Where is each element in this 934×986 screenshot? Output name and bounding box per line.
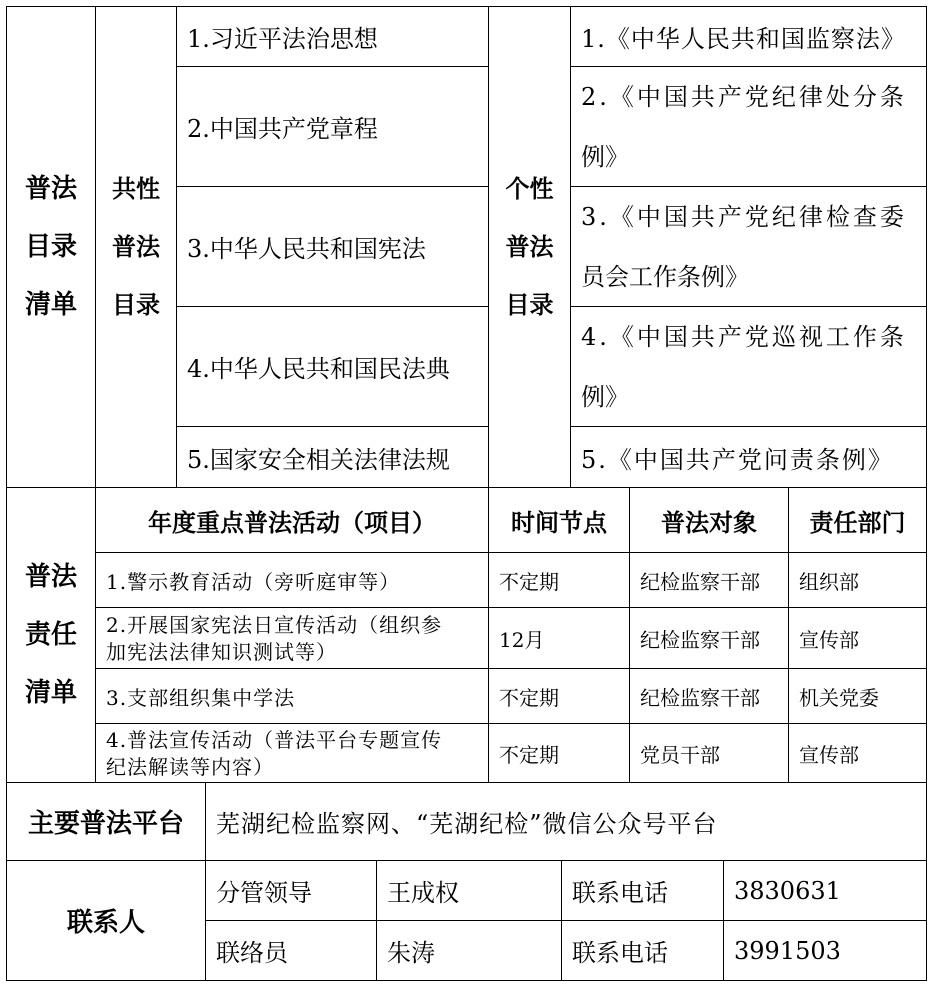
table-row-dept	[788, 552, 927, 608]
contact-phone-cell	[723, 860, 927, 921]
time-text: 12月	[499, 627, 545, 652]
common-label-cell	[95, 6, 177, 488]
common-item-cell	[176, 306, 489, 427]
table-row-time	[488, 552, 630, 608]
header-target-text: 普法对象	[661, 507, 757, 537]
individual-item-text: 4.《中国共产党巡视工作条	[581, 323, 907, 351]
activity-text: 3.支部组织集中学法	[106, 685, 296, 710]
platform-label: 主要普法平台	[27, 809, 184, 839]
contact-name: 王成权	[387, 879, 459, 907]
table-row-target	[629, 552, 789, 608]
table-row-dept	[788, 723, 927, 783]
dept-text: 组织部	[799, 569, 859, 594]
table-row-time	[488, 607, 630, 669]
activity-text: 4.普法宣传活动（普法平台专题宣传	[106, 728, 443, 752]
contact-name-cell	[376, 860, 562, 921]
common-item-text: 4.中华人民共和国民法典	[187, 355, 450, 383]
contact-phone-cell	[723, 920, 927, 981]
individual-label-line: 普法	[505, 232, 554, 261]
section2-label-line: 责任	[24, 620, 77, 650]
section1-label-line: 目录	[24, 232, 77, 262]
target-text: 纪检监察干部	[640, 569, 760, 594]
table-row-dept	[788, 607, 927, 669]
individual-item-cell	[570, 66, 927, 187]
individual-item-cell	[570, 306, 927, 427]
dept-text: 宣传部	[799, 627, 859, 652]
activity-text: 加宪法法律知识测试等）	[106, 640, 337, 664]
table-row-target	[629, 607, 789, 669]
target-text: 党员干部	[640, 742, 720, 767]
common-item-text: 5.国家安全相关法律法规	[187, 445, 450, 474]
contact-label: 联系人	[66, 908, 145, 938]
dept-text: 机关党委	[799, 685, 879, 710]
common-item-cell	[176, 426, 489, 488]
individual-item-cell	[570, 6, 927, 67]
header-target	[629, 487, 789, 553]
contact-role-cell	[205, 920, 377, 981]
table-row-activity	[95, 668, 489, 724]
contact-phone-label: 联系电话	[572, 939, 668, 967]
common-item-text: 2.中国共产党章程	[187, 115, 378, 143]
section2-label-cell	[6, 487, 96, 783]
individual-item-text: 5.《中国共产党问责条例》	[581, 445, 894, 474]
time-text: 不定期	[499, 742, 559, 767]
common-item-cell	[176, 186, 489, 307]
table-row-activity	[95, 607, 489, 669]
common-item-text: 1.习近平法治思想	[187, 25, 378, 53]
contact-label-cell	[6, 860, 206, 981]
contact-phone: 3830631	[734, 876, 841, 905]
contact-phone: 3991503	[734, 936, 841, 965]
table-row-dept	[788, 668, 927, 724]
contact-phone-label: 联系电话	[572, 879, 668, 907]
target-text: 纪检监察干部	[640, 627, 760, 652]
header-time-text: 时间节点	[511, 507, 607, 537]
table-row-target	[629, 668, 789, 724]
individual-item-text: 例》	[581, 383, 629, 411]
platform-value-cell	[205, 782, 927, 861]
activity-text: 2.开展国家宪法日宣传活动（组织参	[106, 613, 443, 637]
table-row-time	[488, 723, 630, 783]
contact-phone-label-cell	[561, 920, 724, 981]
header-time	[488, 487, 630, 553]
header-dept-text: 责任部门	[809, 507, 906, 537]
header-activity	[95, 487, 489, 553]
common-item-cell	[176, 66, 489, 187]
table-row-activity	[95, 552, 489, 608]
table-row-target	[629, 723, 789, 783]
individual-item-text: 1.《中华人民共和国监察法》	[581, 25, 906, 53]
individual-item-text: 3.《中国共产党纪律检查委	[581, 203, 907, 231]
dept-text: 宣传部	[799, 742, 859, 767]
time-text: 不定期	[499, 569, 559, 594]
common-label-line: 目录	[112, 290, 160, 319]
section1-label-line: 清单	[24, 290, 77, 320]
target-text: 纪检监察干部	[640, 685, 760, 710]
individual-item-cell	[570, 186, 927, 307]
individual-item-text: 例》	[581, 143, 629, 171]
contact-name-cell	[376, 920, 562, 981]
common-item-cell	[176, 6, 489, 67]
individual-item-text: 员会工作条例》	[581, 263, 749, 291]
common-label-line: 共性	[112, 174, 160, 203]
contact-phone-label-cell	[561, 860, 724, 921]
common-label-line: 普法	[112, 232, 160, 261]
individual-label-line: 个性	[505, 174, 554, 203]
common-item-text: 3.中华人民共和国宪法	[187, 235, 426, 263]
contact-role: 分管领导	[216, 879, 312, 907]
individual-item-cell	[570, 426, 927, 488]
individual-label-cell	[488, 6, 571, 488]
activity-text: 1.警示教育活动（旁听庭审等）	[106, 569, 401, 594]
header-dept	[788, 487, 927, 553]
table-row-activity	[95, 723, 489, 783]
section2-label-line: 普法	[24, 562, 77, 592]
table-row-time	[488, 668, 630, 724]
time-text: 不定期	[499, 685, 559, 710]
section1-label-line: 普法	[24, 174, 77, 204]
activity-text: 纪法解读等内容）	[106, 755, 274, 779]
platform-label-cell	[6, 782, 206, 861]
section2-label-line: 清单	[24, 678, 77, 708]
individual-label-line: 目录	[505, 290, 554, 319]
contact-role-cell	[205, 860, 377, 921]
platform-value: 芜湖纪检监察网、“芜湖纪检”微信公众号平台	[216, 810, 718, 838]
contact-name: 朱涛	[387, 939, 435, 967]
header-activity-text: 年度重点普法活动（项目）	[148, 507, 436, 537]
individual-item-text: 2.《中国共产党纪律处分条	[581, 83, 907, 111]
contact-role: 联络员	[216, 939, 288, 967]
section1-label-cell	[6, 6, 96, 488]
